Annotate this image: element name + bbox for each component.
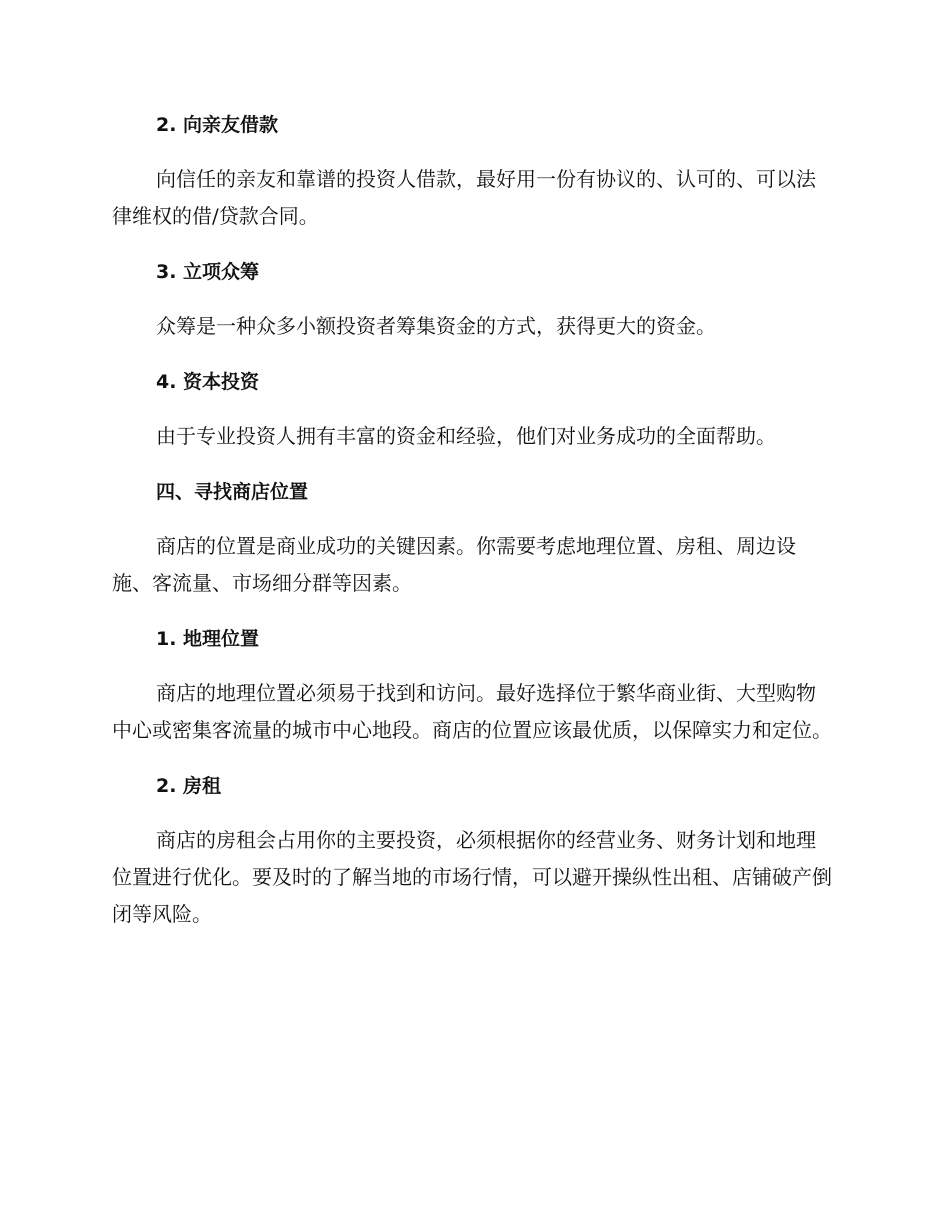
section-heading-geographic-location: 1. 地理位置 [156, 628, 260, 650]
section-heading-rent: 2. 房租 [156, 775, 222, 797]
section-paragraph-rent: 商店的房租会占用你的主要投资，必须根据你的经营业务、财务计划和地理位置进行优化。要及时的了解当地的市场行情，可以避开操纵性出租、店铺破产倒闭等风险。 [112, 828, 832, 926]
section-paragraph-crowdfunding: 众筹是一种众多小额投资者筹集资金的方式，获得更大的资金。 [156, 314, 716, 338]
section-heading-capital-investment: 4. 资本投资 [156, 371, 260, 393]
document-body [112, 108, 832, 933]
section-paragraph-capital-investment: 由于专业投资人拥有丰富的资金和经验，他们对业务成功的全面帮助。 [156, 424, 776, 448]
section-paragraph-geographic-location: 商店的地理位置必须易于找到和访问。最好选择位于繁华商业街、大型购物中心或密集客流量的城市中心地段。商店的位置应该最优质，以保障实力和定位。 [112, 681, 832, 742]
section-paragraph-store-location: 商店的位置是商业成功的关键因素。你需要考虑地理位置、房租、周边设施、客流量、市场细分群等因素。 [112, 534, 796, 595]
section-paragraph-borrow-from-friends: 向信任的亲友和靠谱的投资人借款，最好用一份有协议的、认可的、可以法律维权的借/贷款合同。 [112, 167, 816, 228]
section-heading-store-location: 四、寻找商店位置 [156, 481, 309, 503]
section-heading-crowdfunding: 3. 立项众筹 [156, 261, 260, 283]
section-heading-borrow-from-friends: 2. 向亲友借款 [156, 114, 279, 136]
